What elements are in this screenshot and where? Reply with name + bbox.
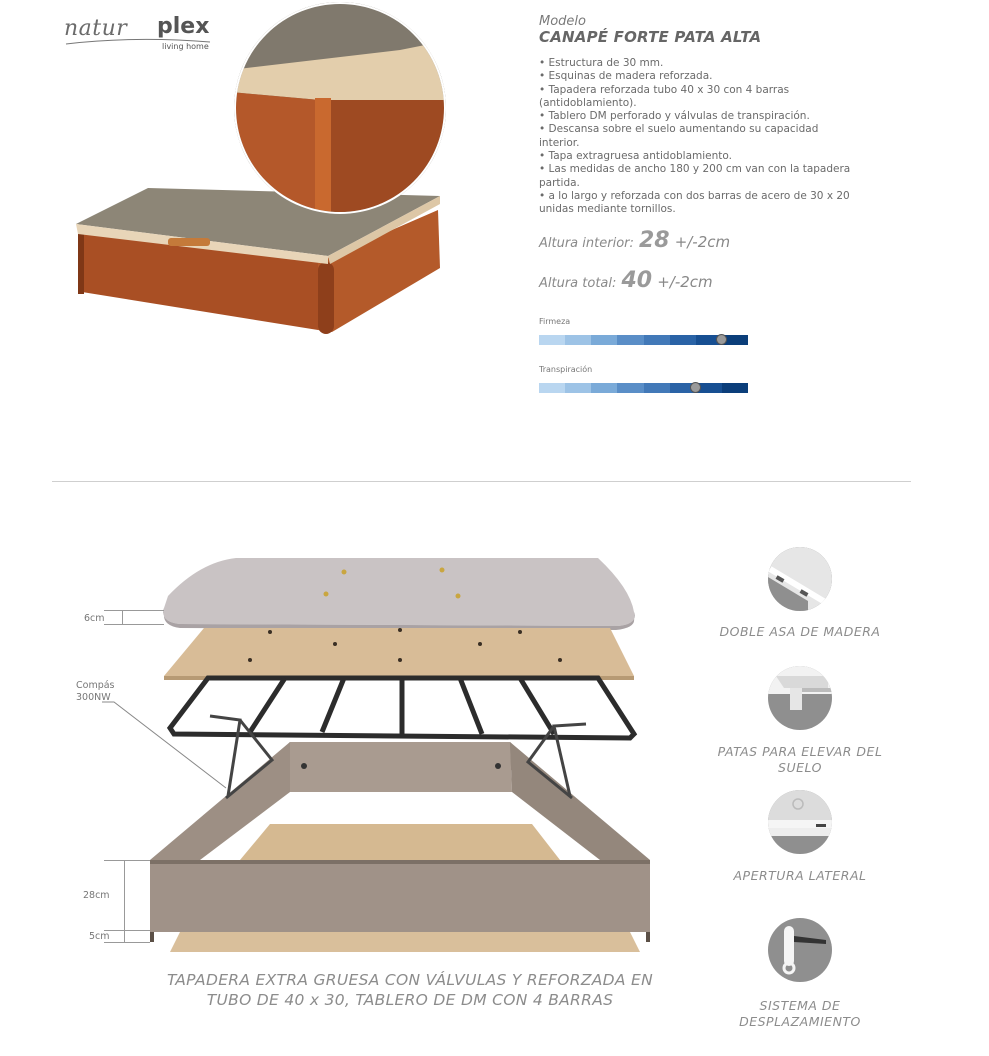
wheel-icon (768, 918, 832, 982)
compass-label: Compás 300NW (76, 680, 115, 703)
scale-segment (565, 383, 591, 393)
interior-height-value: 28 (638, 228, 670, 253)
scale-segment (591, 335, 617, 345)
scale-segment (539, 335, 565, 345)
feature-item: • Esquinas de madera reforzada. (539, 70, 713, 83)
compass-leader (100, 700, 240, 800)
logo-script: natur (64, 16, 128, 41)
product-image (70, 0, 450, 345)
diagram-caption: TAPADERA EXTRA GRUESA CON VÁLVULAS Y REFORZADA EN TUBO DE 40 x 30, TABLERO DE DM CON 4 BARRAS (166, 971, 654, 1009)
scale-segment (617, 335, 643, 345)
leg-dim-bottom (104, 942, 150, 943)
scale-segment (644, 335, 670, 345)
feature-label-legs: PATAS PARA ELEVAR DEL SUELO (717, 744, 883, 775)
feature-list (539, 57, 854, 217)
interior-height-dim-label: 28cm (83, 890, 110, 901)
scale-segment (539, 383, 565, 393)
model-label: Modelo (539, 14, 586, 29)
breathability-scale (539, 383, 748, 393)
feature-item: • Estructura de 30 mm. (539, 57, 664, 69)
total-height-tolerance: +/-2cm (657, 273, 713, 291)
lid-dim-top (104, 610, 164, 611)
feature-item: • Tapadera reforzada tubo 40 x 30 con 4 barras (antidoblamiento). (539, 83, 790, 109)
scale-segment (644, 383, 670, 393)
feature-item: • a lo largo y reforzada con dos barras de acero de 30 x 20 unidas mediante tornillos. (539, 189, 850, 216)
firmness-label: Firmeza (539, 317, 571, 326)
int-dim-vert (124, 860, 125, 942)
total-height (539, 268, 713, 293)
feature-item: • Las medidas de ancho 180 y 200 cm van con la tapadera partida. (539, 163, 851, 189)
feature-label-handle: DOBLE ASA DE MADERA (719, 624, 881, 639)
scale-segment (591, 383, 617, 393)
int-dim-top (104, 860, 150, 861)
section-divider (52, 481, 911, 482)
scale-segment (670, 335, 696, 345)
interior-height-label: Altura interior: (539, 236, 634, 251)
feature-item: • Descansa sobre el suelo aumentando su capacidad interior. (539, 123, 819, 149)
feature-item: • Tablero DM perforado y válvulas de transpiración. (539, 110, 810, 123)
total-height-value: 40 (621, 268, 653, 293)
model-name: CANAPÉ FORTE PATA ALTA (539, 28, 762, 46)
leg-height-label: 5cm (89, 931, 110, 942)
scale-segment (565, 335, 591, 345)
interior-height (539, 228, 730, 253)
feature-label-wheels: SISTEMA DE DESPLAZAMIENTO (739, 998, 861, 1029)
scale-segment (722, 383, 748, 393)
lid-dim-bottom (104, 624, 164, 625)
int-dim-bottom (104, 930, 150, 931)
lid-thickness-label: 6cm (84, 613, 105, 624)
logo-sub: living home (162, 42, 209, 51)
feature-label-opening: APERTURA LATERAL (733, 868, 867, 883)
interior-height-tolerance: +/-2cm (674, 233, 731, 251)
side-opening-icon (768, 790, 832, 854)
lid-dim-vert (122, 610, 123, 625)
scale-segment (617, 383, 643, 393)
breathability-label: Transpiración (539, 365, 593, 374)
leg-icon (768, 666, 832, 730)
total-height-label: Altura total: (539, 276, 617, 291)
logo-bold: plex (157, 14, 210, 39)
handle-icon (768, 547, 832, 611)
feature-item: • Tapa extragruesa antidoblamiento. (539, 150, 732, 163)
